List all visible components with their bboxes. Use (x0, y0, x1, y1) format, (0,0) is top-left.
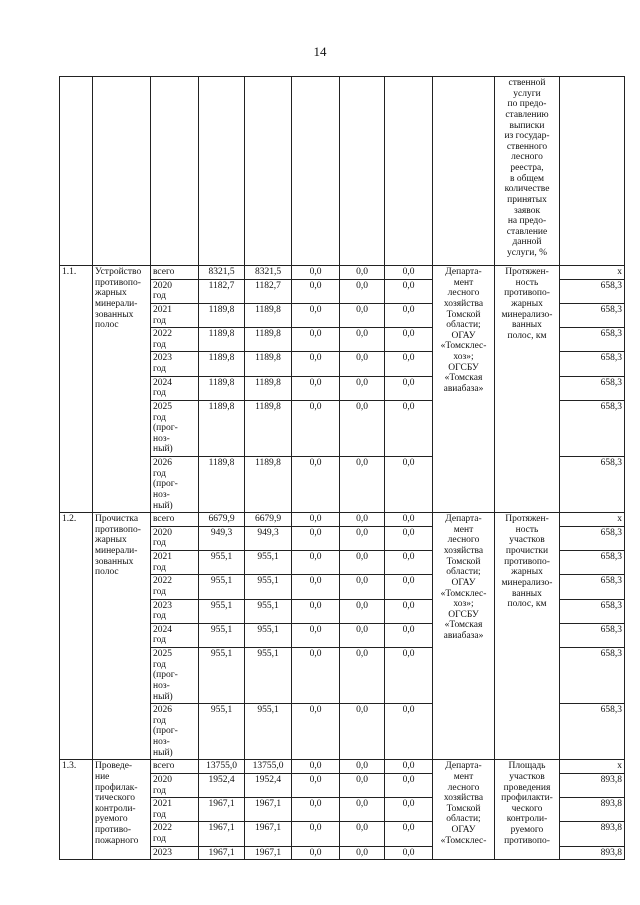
year-cell: 2020 год (151, 526, 199, 550)
other-sources-cell: 0,0 (385, 352, 433, 376)
local-budget-cell: 0,0 (340, 822, 385, 846)
target-value-cell: x (560, 513, 625, 527)
regional-budget-cell: 1967,1 (245, 798, 292, 822)
local-budget-cell: 0,0 (340, 400, 385, 456)
other-sources-cell: 0,0 (385, 513, 433, 527)
regional-budget-cell: 13755,0 (245, 760, 292, 774)
target-value-cell: 658,3 (560, 457, 625, 513)
total-funding-cell: 1952,4 (199, 773, 245, 797)
total-funding-cell: 955,1 (199, 704, 245, 760)
target-value-cell: 893,8 (560, 822, 625, 846)
total-funding-cell: 955,1 (199, 623, 245, 647)
other-sources-cell: 0,0 (385, 599, 433, 623)
year-cell: 2020 год (151, 279, 199, 303)
other-sources-cell: 0,0 (385, 704, 433, 760)
year-cell: 2021 год (151, 551, 199, 575)
year-cell: 2026 год (прог- ноз- ный) (151, 457, 199, 513)
local-budget-cell: 0,0 (340, 648, 385, 704)
section-indicator: Протяжен- ность противопо- жарных минерализо- ванных полос, км (495, 266, 560, 513)
other-sources-cell: 0,0 (385, 303, 433, 327)
target-value-cell: 893,8 (560, 773, 625, 797)
regional-budget-cell: 6679,9 (245, 513, 292, 527)
total-funding-cell: 1189,8 (199, 328, 245, 352)
other-sources-cell: 0,0 (385, 575, 433, 599)
target-value-cell: 658,3 (560, 648, 625, 704)
other-sources-cell: 0,0 (385, 846, 433, 860)
regional-budget-cell: 955,1 (245, 575, 292, 599)
regional-budget-cell: 1189,8 (245, 328, 292, 352)
federal-budget-cell: 0,0 (292, 279, 340, 303)
total-funding-cell: 955,1 (199, 648, 245, 704)
local-budget-cell: 0,0 (340, 760, 385, 774)
table-row (60, 760, 625, 774)
year-cell: 2024 год (151, 623, 199, 647)
regional-budget-cell: 8321,5 (245, 266, 292, 280)
target-value-cell: 658,3 (560, 704, 625, 760)
federal-budget-cell: 0,0 (292, 846, 340, 860)
regional-budget-cell: 949,3 (245, 526, 292, 550)
federal-budget-cell: 0,0 (292, 376, 340, 400)
total-funding-cell: 1189,8 (199, 303, 245, 327)
section-indicator: Протяжен- ность участков прочистки противопо- жарных минерализо- ванных полос, км (495, 513, 560, 760)
target-value-cell: 658,3 (560, 279, 625, 303)
local-budget-cell: 0,0 (340, 623, 385, 647)
section-executor: Департа- мент лесного хозяйства Томской области; ОГАУ «Томсклес- (433, 760, 495, 860)
total-funding-cell: 1967,1 (199, 846, 245, 860)
other-sources-cell: 0,0 (385, 773, 433, 797)
section-name: Проведе- ние профилак- тического контроли- руемого противо- пожарного (93, 760, 151, 860)
other-sources-cell: 0,0 (385, 400, 433, 456)
regional-budget-cell: 1967,1 (245, 822, 292, 846)
federal-budget-cell: 0,0 (292, 457, 340, 513)
local-budget-cell: 0,0 (340, 526, 385, 550)
other-sources-cell: 0,0 (385, 279, 433, 303)
year-cell: 2024 год (151, 376, 199, 400)
continued-row (60, 77, 625, 266)
target-value-cell: 658,3 (560, 352, 625, 376)
local-budget-cell: 0,0 (340, 376, 385, 400)
local-budget-cell: 0,0 (340, 798, 385, 822)
federal-budget-cell: 0,0 (292, 599, 340, 623)
federal-budget-cell: 0,0 (292, 773, 340, 797)
table-row (60, 266, 625, 280)
target-value-cell: 658,3 (560, 376, 625, 400)
local-budget-cell: 0,0 (340, 279, 385, 303)
target-value-cell: 658,3 (560, 599, 625, 623)
regional-budget-cell: 955,1 (245, 551, 292, 575)
regional-budget-cell: 1182,7 (245, 279, 292, 303)
target-value-cell: 658,3 (560, 551, 625, 575)
continued-indicator-text: ственной услуги по предо- ставлению выписки из государ- ственного лесного реестра, в общем количестве принятых заявок на предо- ставление данной услуги, % (495, 77, 560, 266)
total-funding-cell: 13755,0 (199, 760, 245, 774)
federal-budget-cell: 0,0 (292, 551, 340, 575)
section-name: Устройство противопо- жарных минерали- зованных полос (93, 266, 151, 513)
local-budget-cell: 0,0 (340, 352, 385, 376)
regional-budget-cell: 1189,8 (245, 303, 292, 327)
year-cell: всего (151, 513, 199, 527)
federal-budget-cell: 0,0 (292, 328, 340, 352)
federal-budget-cell: 0,0 (292, 352, 340, 376)
local-budget-cell: 0,0 (340, 575, 385, 599)
target-value-cell: x (560, 760, 625, 774)
total-funding-cell: 1967,1 (199, 822, 245, 846)
other-sources-cell: 0,0 (385, 760, 433, 774)
regional-budget-cell: 1967,1 (245, 846, 292, 860)
year-cell: 2021 год (151, 798, 199, 822)
year-cell: 2023 (151, 846, 199, 860)
total-funding-cell: 6679,9 (199, 513, 245, 527)
regional-budget-cell: 1189,8 (245, 376, 292, 400)
federal-budget-cell: 0,0 (292, 648, 340, 704)
year-cell: 2026 год (прог- ноз- ный) (151, 704, 199, 760)
other-sources-cell: 0,0 (385, 623, 433, 647)
local-budget-cell: 0,0 (340, 773, 385, 797)
target-value-cell: 658,3 (560, 400, 625, 456)
federal-budget-cell: 0,0 (292, 526, 340, 550)
year-cell: 2021 год (151, 303, 199, 327)
regional-budget-cell: 955,1 (245, 704, 292, 760)
year-cell: 2023 год (151, 352, 199, 376)
total-funding-cell: 955,1 (199, 599, 245, 623)
total-funding-cell: 8321,5 (199, 266, 245, 280)
local-budget-cell: 0,0 (340, 704, 385, 760)
total-funding-cell: 1189,8 (199, 457, 245, 513)
regional-budget-cell: 955,1 (245, 623, 292, 647)
federal-budget-cell: 0,0 (292, 760, 340, 774)
regional-budget-cell: 955,1 (245, 599, 292, 623)
year-cell: 2023 год (151, 599, 199, 623)
federal-budget-cell: 0,0 (292, 513, 340, 527)
program-table (59, 76, 625, 860)
table-row (60, 513, 625, 527)
section-number: 1.1. (60, 266, 93, 513)
other-sources-cell: 0,0 (385, 551, 433, 575)
other-sources-cell: 0,0 (385, 822, 433, 846)
year-cell: 2022 год (151, 328, 199, 352)
regional-budget-cell: 1952,4 (245, 773, 292, 797)
section-executor: Департа- мент лесного хозяйства Томской области; ОГАУ «Томсклес- хоз»; ОГСБУ «Томская авиабаза» (433, 513, 495, 760)
page-number: 14 (313, 44, 327, 59)
section-name: Прочистка противопо- жарных минерали- зованных полос (93, 513, 151, 760)
federal-budget-cell: 0,0 (292, 303, 340, 327)
year-cell: 2025 год (прог- ноз- ный) (151, 400, 199, 456)
target-value-cell: 893,8 (560, 798, 625, 822)
total-funding-cell: 955,1 (199, 575, 245, 599)
federal-budget-cell: 0,0 (292, 575, 340, 599)
year-cell: 2022 год (151, 575, 199, 599)
local-budget-cell: 0,0 (340, 328, 385, 352)
regional-budget-cell: 1189,8 (245, 457, 292, 513)
other-sources-cell: 0,0 (385, 526, 433, 550)
section-executor: Департа- мент лесного хозяйства Томской области; ОГАУ «Томсклес- хоз»; ОГСБУ «Томская авиабаза» (433, 266, 495, 513)
section-number: 1.3. (60, 760, 93, 860)
local-budget-cell: 0,0 (340, 457, 385, 513)
total-funding-cell: 949,3 (199, 526, 245, 550)
other-sources-cell: 0,0 (385, 328, 433, 352)
local-budget-cell: 0,0 (340, 303, 385, 327)
total-funding-cell: 1967,1 (199, 798, 245, 822)
other-sources-cell: 0,0 (385, 376, 433, 400)
target-value-cell: 658,3 (560, 303, 625, 327)
federal-budget-cell: 0,0 (292, 266, 340, 280)
target-value-cell: 658,3 (560, 526, 625, 550)
target-value-cell: 658,3 (560, 623, 625, 647)
regional-budget-cell: 1189,8 (245, 352, 292, 376)
regional-budget-cell: 955,1 (245, 648, 292, 704)
other-sources-cell: 0,0 (385, 648, 433, 704)
federal-budget-cell: 0,0 (292, 704, 340, 760)
other-sources-cell: 0,0 (385, 266, 433, 280)
local-budget-cell: 0,0 (340, 513, 385, 527)
other-sources-cell: 0,0 (385, 457, 433, 513)
federal-budget-cell: 0,0 (292, 798, 340, 822)
target-value-cell: 658,3 (560, 575, 625, 599)
local-budget-cell: 0,0 (340, 846, 385, 860)
section-number: 1.2. (60, 513, 93, 760)
target-value-cell: 658,3 (560, 328, 625, 352)
year-cell: 2022 год (151, 822, 199, 846)
total-funding-cell: 955,1 (199, 551, 245, 575)
federal-budget-cell: 0,0 (292, 400, 340, 456)
section-indicator: Площадь участков проведения профилакти- ческого контроли- руемого противопо- (495, 760, 560, 860)
year-cell: 2020 год (151, 773, 199, 797)
target-value-cell: 893,8 (560, 846, 625, 860)
federal-budget-cell: 0,0 (292, 822, 340, 846)
year-cell: всего (151, 760, 199, 774)
total-funding-cell: 1189,8 (199, 376, 245, 400)
other-sources-cell: 0,0 (385, 798, 433, 822)
target-value-cell: x (560, 266, 625, 280)
total-funding-cell: 1189,8 (199, 352, 245, 376)
local-budget-cell: 0,0 (340, 599, 385, 623)
regional-budget-cell: 1189,8 (245, 400, 292, 456)
year-cell: всего (151, 266, 199, 280)
year-cell: 2025 год (прог- ноз- ный) (151, 648, 199, 704)
total-funding-cell: 1189,8 (199, 400, 245, 456)
local-budget-cell: 0,0 (340, 551, 385, 575)
total-funding-cell: 1182,7 (199, 279, 245, 303)
local-budget-cell: 0,0 (340, 266, 385, 280)
federal-budget-cell: 0,0 (292, 623, 340, 647)
